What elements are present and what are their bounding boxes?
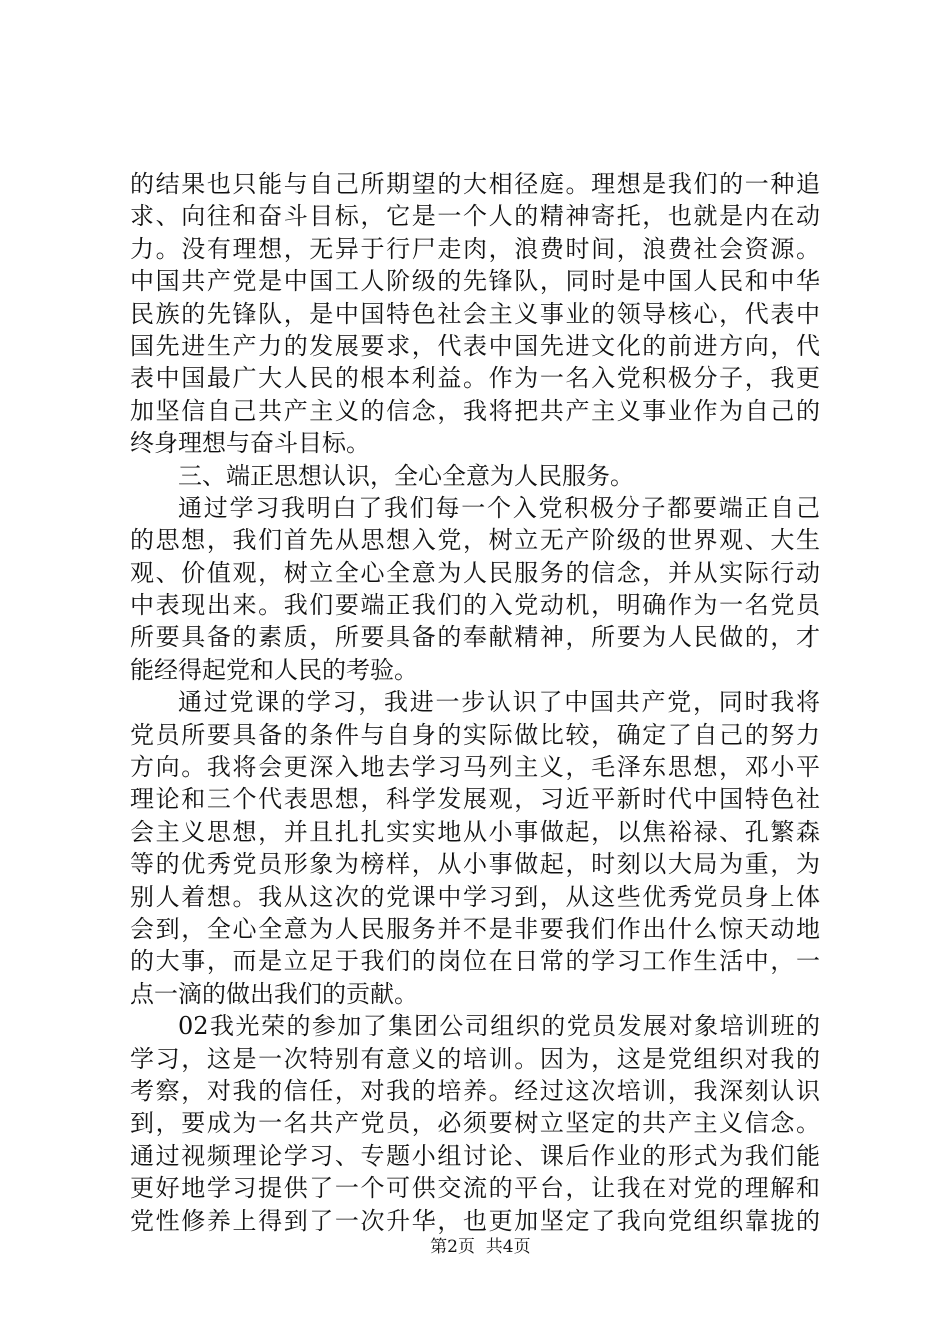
text-line: 终身理想与奋斗目标。: [130, 429, 370, 458]
text-line: 民族的先锋队，是中国特色社会主义事业的领导核心，代表中: [130, 299, 820, 328]
text-line: 党员所要具备的条件与自身的实际做比较，确定了自己的努力: [130, 720, 820, 749]
document-body: [130, 168, 820, 1237]
text-line: 等的优秀党员形象为榜样，从小事做起，时刻以大局为重，为: [130, 850, 820, 879]
text-line: 方向。我将会更深入地去学习马列主义，毛泽东思想，邓小平: [130, 753, 820, 782]
text-line: 更好地学习提供了一个可供交流的平台，让我在对党的理解和: [130, 1174, 820, 1203]
text-line: 求、向往和奋斗目标，它是一个人的精神寄托，也就是内在动: [130, 202, 820, 231]
page-footer: [0, 1217, 950, 1257]
text-line: 02我光荣的参加了集团公司组织的党员发展对象培训班的: [178, 1012, 820, 1041]
text-line: 所要具备的素质，所要具备的奉献精神，所要为人民做的，才: [130, 623, 820, 652]
text-line: 考察，对我的信任，对我的培养。经过这次培训，我深刻认识: [130, 1076, 820, 1105]
text-line: 力。没有理想，无异于行尸走肉，浪费时间，浪费社会资源。: [130, 234, 820, 263]
text-line: 通过党课的学习，我进一步认识了中国共产党，同时我将: [178, 688, 820, 717]
text-line: 表中国最广大人民的根本利益。作为一名入党积极分子，我更: [130, 364, 820, 393]
text-line: 会到，全心全意为人民服务并不是非要我们作出什么惊天动地: [130, 914, 820, 943]
text-line: 会主义思想，并且扎扎实实地从小事做起，以焦裕禄、孔繁森: [130, 817, 820, 846]
text-line: 别人着想。我从这次的党课中学习到，从这些优秀党员身上体: [130, 882, 820, 911]
text-line: 加坚信自己共产主义的信念，我将把共产主义事业作为自己的: [130, 396, 820, 425]
text-line: 观、价值观，树立全心全意为人民服务的信念，并从实际行动: [130, 558, 820, 587]
text-line: 理论和三个代表思想，科学发展观，习近平新时代中国特色社: [130, 785, 820, 814]
text-line: 的大事，而是立足于我们的岗位在日常的学习工作生活中，一: [130, 947, 820, 976]
text-line: 到，要成为一名共产党员，必须要树立坚定的共产主义信念。: [130, 1109, 820, 1138]
text-line: 三、端正思想认识，全心全意为人民服务。: [178, 461, 634, 490]
text-line: 党性修养上得到了一次升华，也更加坚定了我向党组织靠拢的: [130, 1206, 820, 1235]
text-line: 国先进生产力的发展要求，代表中国先进文化的前进方向，代: [130, 331, 820, 360]
text-line: 能经得起党和人民的考验。: [130, 655, 418, 684]
text-line: 的结果也只能与自己所期望的大相径庭。理想是我们的一种追: [130, 170, 820, 198]
page-number-label: 第2页 共4页: [430, 1237, 531, 1257]
text-line: 中国共产党是中国工人阶级的先锋队，同时是中国人民和中华: [130, 267, 820, 296]
text-line: 学习，这是一次特别有意义的培训。因为，这是党组织对我的: [130, 1044, 820, 1073]
text-line: 中表现出来。我们要端正我们的入党动机，明确作为一名党员: [130, 591, 820, 620]
text-line: 点一滴的做出我们的贡献。: [130, 979, 418, 1008]
text-line: 的思想，我们首先从思想入党，树立无产阶级的世界观、大生: [130, 526, 820, 555]
text-line: 通过学习我明白了我们每一个入党积极分子都要端正自己: [178, 493, 820, 522]
text-line: 通过视频理论学习、专题小组讨论、课后作业的形式为我们能: [130, 1141, 820, 1170]
